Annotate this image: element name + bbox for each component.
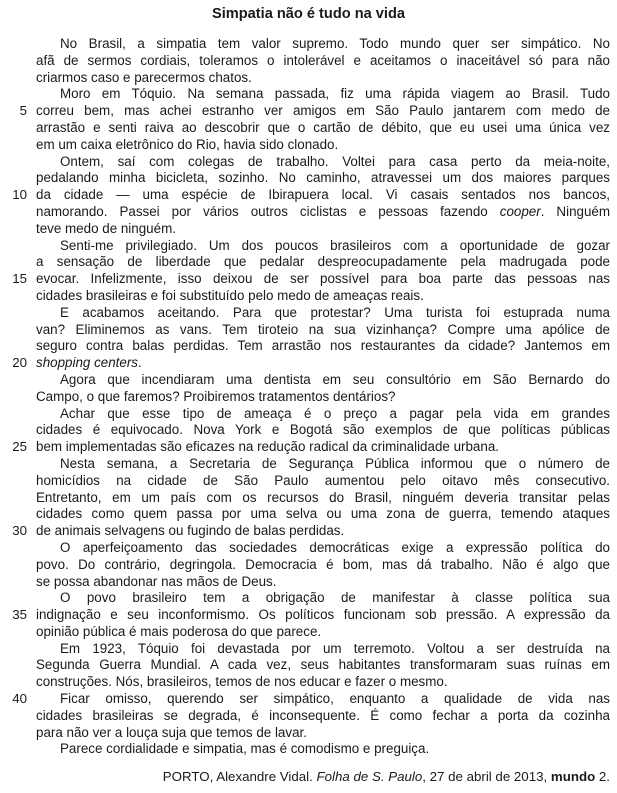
text-line bbox=[36, 322, 610, 339]
text-segment: construções. Nós, brasileiros, temos de nos educar e fazer o mesmo. bbox=[36, 674, 448, 690]
text-segment: opinião pública é mais poderosa do que parece. bbox=[36, 623, 322, 639]
text-line bbox=[36, 657, 610, 674]
text-segment: Ficar omisso, querendo ser simpático, enquanto a qualidade de vida nas bbox=[60, 691, 610, 707]
text-line bbox=[36, 557, 610, 574]
text-line bbox=[36, 422, 610, 439]
text-content bbox=[0, 36, 617, 758]
text-segment: shopping centers bbox=[36, 355, 138, 371]
text-segment: em um caixa eletrônico do Rio, havia sido clonado. bbox=[36, 136, 339, 152]
text-line bbox=[36, 305, 610, 322]
text-segment: Em 1923, Tóquio foi devastada por um terremoto. Voltou a ser destruída na bbox=[60, 640, 610, 656]
text-segment: homicídios na cidade de São Paulo aumentou pelo oitavo mês consecutivo. bbox=[36, 472, 610, 488]
text-segment: teve medo de ninguém. bbox=[36, 220, 176, 236]
line-number: 25 bbox=[12, 439, 27, 455]
text-line bbox=[36, 624, 610, 641]
body-text bbox=[36, 36, 610, 758]
text-segment: seguro contra balas perdidas. Tem arrastão nos restaurantes da cidade? Jantemos em bbox=[36, 338, 610, 354]
text-segment: Senti-me privilegiado. Um dos poucos brasileiros com a oportunidade de gozar bbox=[60, 237, 610, 253]
text-line bbox=[36, 523, 610, 540]
text-segment: bem implementadas são eficazes na redução radical da criminalidade urbana. bbox=[36, 439, 499, 455]
text-line bbox=[36, 70, 610, 87]
text-line bbox=[36, 439, 610, 456]
text-line bbox=[36, 708, 610, 725]
text-line bbox=[36, 406, 610, 423]
text-line bbox=[36, 574, 610, 591]
text-line bbox=[36, 154, 610, 171]
text-segment: mundo bbox=[550, 769, 596, 784]
text-line bbox=[36, 86, 610, 103]
text-line bbox=[36, 137, 610, 154]
text-line bbox=[36, 170, 610, 187]
text-segment: cidades é equivocado. Nova York e Bogotá são exemplos de que políticas públicas bbox=[36, 422, 610, 438]
text-segment: de animais selvagens ou fugindo de balas perdidas. bbox=[36, 523, 345, 539]
text-segment: para não ver a louça suja que temos de lavar. bbox=[36, 724, 307, 740]
text-segment: criarmos caso e parecermos chatos. bbox=[36, 69, 252, 85]
text-segment: arrastão e senti raiva ao descobrir que o cartão de débito, que eu usei uma única vez bbox=[36, 119, 610, 135]
text-line bbox=[36, 741, 610, 758]
text-line bbox=[36, 590, 610, 607]
text-segment: namorando. Passei por vários outros ciclistas e pessoas fazendo bbox=[36, 203, 500, 219]
text-line bbox=[36, 204, 610, 221]
text-line bbox=[36, 607, 610, 624]
text-segment: da cidade — uma espécie de Ibirapuera local. Vi casais sentados nos bancos, bbox=[36, 187, 610, 203]
text-line bbox=[36, 271, 610, 288]
text-line bbox=[36, 372, 610, 389]
text-line bbox=[36, 456, 610, 473]
text-segment: Ontem, saí com colegas de trabalho. Voltei para casa perto da meia-noite, bbox=[60, 153, 610, 169]
text-segment: se possa abandonar nas mãos de Deus. bbox=[36, 573, 277, 589]
text-segment: O povo brasileiro tem a obrigação de manifestar à classe política sua bbox=[60, 590, 610, 606]
text-segment: afã de sermos cordiais, toleramos o intolerável e aceitamos o inaceitável só para não bbox=[36, 52, 610, 68]
text-line bbox=[36, 725, 610, 742]
line-number-gutter bbox=[0, 36, 27, 759]
text-line bbox=[36, 338, 610, 355]
text-line bbox=[36, 389, 610, 406]
text-segment: Campo, o que faremos? Proibiremos tratamentos dentários? bbox=[36, 388, 396, 404]
text-line bbox=[36, 691, 610, 708]
text-segment: Nesta semana, a Secretaria de Segurança Pública informou que o número de bbox=[60, 455, 610, 471]
text-line bbox=[36, 36, 610, 53]
line-number: 15 bbox=[12, 271, 27, 287]
line-number: 10 bbox=[12, 187, 27, 203]
line-number: 35 bbox=[12, 607, 27, 623]
text-line bbox=[36, 490, 610, 507]
text-segment: No Brasil, a simpatia tem valor supremo. Todo mundo quer ser simpático. No bbox=[60, 36, 610, 51]
text-segment: pedalando minha bicicleta, sozinho. No caminho, atravessei um dos maiores parques bbox=[36, 170, 610, 186]
text-segment: , 27 de abril de 2013, bbox=[422, 769, 551, 784]
text-line bbox=[36, 238, 610, 255]
text-segment: Segunda Guerra Mundial. A cada vez, seus habitantes transformaram suas ruínas em bbox=[36, 657, 610, 673]
text-line bbox=[36, 120, 610, 137]
text-segment: . Ninguém bbox=[540, 203, 611, 219]
text-segment: Entretanto, em um país com os recursos do Brasil, ninguém deveria transitar pelas bbox=[36, 489, 610, 505]
text-segment: cidades brasileiras e foi substituído pelo medo de ameaças reais. bbox=[36, 287, 424, 303]
text-segment: Parece cordialidade e simpatia, mas é comodismo e preguiça. bbox=[60, 741, 430, 757]
text-line bbox=[36, 674, 610, 691]
page-title: Simpatia não é tudo na vida bbox=[212, 6, 405, 22]
text-segment: correu bem, mas achei estranho ver amigos em São Paulo jantarem com medo de bbox=[36, 103, 610, 119]
text-line bbox=[36, 355, 610, 372]
citation bbox=[0, 769, 610, 786]
text-line bbox=[36, 53, 610, 70]
text-segment: a sensação de liberdade que pedalar despreocupadamente pela madrugada pode bbox=[36, 254, 610, 270]
text-segment: Agora que incendiaram uma dentista em seu consultório em São Bernardo do bbox=[60, 371, 610, 387]
text-segment: indignação e seu inconformismo. Os políticos funcionam sob pressão. A expressão da bbox=[36, 607, 610, 623]
text-line bbox=[36, 103, 610, 120]
line-number: 40 bbox=[12, 691, 27, 707]
line-number: 30 bbox=[12, 523, 27, 539]
text-line bbox=[36, 187, 610, 204]
text-segment: povo. Do contrário, degringola. Democracia é bom, mas dá trabalho. Não é algo que bbox=[36, 556, 610, 572]
text-segment: evocar. Infelizmente, isso deixou de ser possível para boa parte das pessoas nas bbox=[36, 271, 610, 287]
text-line bbox=[36, 641, 610, 658]
text-segment: Achar que esse tipo de ameaça é o preço a pagar pela vida em grandes bbox=[60, 405, 610, 421]
line-number: 20 bbox=[12, 355, 27, 371]
text-line bbox=[36, 254, 610, 271]
text-segment: cooper bbox=[499, 203, 541, 219]
text-segment: . bbox=[138, 355, 142, 371]
text-line bbox=[36, 473, 610, 490]
text-line bbox=[36, 540, 610, 557]
text-segment: E acabamos aceitando. Para que protestar? Uma turista foi estuprada numa bbox=[60, 304, 610, 320]
line-number: 5 bbox=[19, 103, 27, 119]
text-line bbox=[36, 506, 610, 523]
text-segment: cidades como quem passa por uma selva ou uma zona de guerra, temendo ataques bbox=[36, 506, 610, 522]
text-segment: cidades brasileiras se degrada, é inconsequente. É como fechar a porta da cozinha bbox=[36, 707, 610, 723]
text-segment: O aperfeiçoamento das sociedades democráticas exige a expressão política do bbox=[60, 539, 610, 555]
text-segment: 2. bbox=[595, 769, 610, 784]
text-segment: Folha de S. Paulo bbox=[316, 769, 423, 784]
text-line bbox=[36, 221, 610, 238]
text-segment: PORTO, Alexandre Vidal. bbox=[162, 769, 317, 784]
text-segment: van? Eliminemos as vans. Tem tiroteio na sua vizinhança? Compre uma apólice de bbox=[36, 321, 610, 337]
text-line bbox=[36, 288, 610, 305]
text-segment: Moro em Tóquio. Na semana passada, fiz uma rápida viagem ao Brasil. Tudo bbox=[60, 86, 610, 102]
